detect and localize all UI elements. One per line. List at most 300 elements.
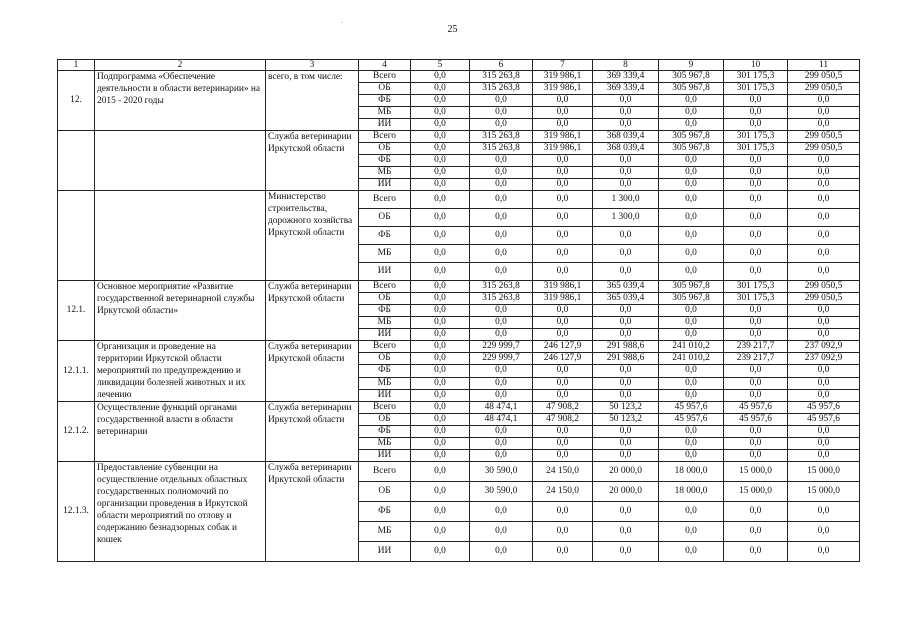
amount-cell: 0,0 bbox=[533, 209, 593, 227]
amount-cell: 0,0 bbox=[411, 209, 470, 227]
column-number: 3 bbox=[266, 60, 359, 71]
amount-cell: 0,0 bbox=[411, 305, 470, 317]
funding-source: ОБ bbox=[359, 143, 411, 155]
amount-cell: 1 300,0 bbox=[593, 191, 659, 209]
item-code bbox=[58, 131, 95, 191]
item-executor: Служба ветеринарии Иркутской области bbox=[266, 402, 359, 462]
amount-cell: 0,0 bbox=[411, 71, 470, 83]
amount-cell: 305 967,8 bbox=[659, 281, 724, 293]
amount-cell: 0,0 bbox=[788, 329, 860, 341]
amount-cell: 0,0 bbox=[411, 95, 470, 107]
amount-cell: 18 000,0 bbox=[659, 482, 724, 502]
amount-cell: 0,0 bbox=[659, 263, 724, 281]
item-name: Осуществление функций органами государственной власти в области ветеринарии bbox=[95, 402, 266, 462]
amount-cell: 0,0 bbox=[788, 167, 860, 179]
amount-cell: 45 957,6 bbox=[724, 414, 788, 426]
amount-cell: 0,0 bbox=[659, 179, 724, 191]
amount-cell: 0,0 bbox=[411, 329, 470, 341]
table-row bbox=[58, 71, 860, 83]
amount-cell: 0,0 bbox=[533, 191, 593, 209]
amount-cell: 0,0 bbox=[470, 329, 533, 341]
amount-cell: 0,0 bbox=[533, 542, 593, 562]
amount-cell: 0,0 bbox=[659, 107, 724, 119]
amount-cell: 0,0 bbox=[788, 179, 860, 191]
amount-cell: 0,0 bbox=[788, 107, 860, 119]
amount-cell: 20 000,0 bbox=[593, 462, 659, 482]
amount-cell: 0,0 bbox=[411, 143, 470, 155]
amount-cell: 0,0 bbox=[659, 95, 724, 107]
amount-cell: 239 217,7 bbox=[724, 353, 788, 365]
amount-cell: 0,0 bbox=[659, 365, 724, 377]
amount-cell: 0,0 bbox=[470, 305, 533, 317]
amount-cell: 0,0 bbox=[470, 167, 533, 179]
funding-source: ОБ bbox=[359, 293, 411, 305]
amount-cell: 0,0 bbox=[533, 522, 593, 542]
amount-cell: 0,0 bbox=[593, 179, 659, 191]
funding-source: МБ bbox=[359, 107, 411, 119]
amount-cell: 246 127,9 bbox=[533, 353, 593, 365]
item-executor: Служба ветеринарии Иркутской области bbox=[266, 462, 359, 562]
amount-cell: 0,0 bbox=[533, 389, 593, 401]
item-code: 12.1. bbox=[58, 281, 95, 341]
amount-cell: 0,0 bbox=[533, 263, 593, 281]
amount-cell: 0,0 bbox=[533, 167, 593, 179]
amount-cell: 0,0 bbox=[533, 227, 593, 245]
item-code bbox=[58, 191, 95, 281]
table-row bbox=[58, 341, 860, 353]
amount-cell: 0,0 bbox=[411, 365, 470, 377]
amount-cell: 0,0 bbox=[411, 353, 470, 365]
amount-cell: 0,0 bbox=[593, 227, 659, 245]
amount-cell: 0,0 bbox=[788, 263, 860, 281]
funding-source: ИИ bbox=[359, 542, 411, 562]
amount-cell: 0,0 bbox=[724, 389, 788, 401]
amount-cell: 0,0 bbox=[593, 365, 659, 377]
amount-cell: 45 957,6 bbox=[788, 414, 860, 426]
amount-cell: 0,0 bbox=[411, 263, 470, 281]
table-row bbox=[58, 281, 860, 293]
funding-source: Всего bbox=[359, 462, 411, 482]
amount-cell: 0,0 bbox=[724, 263, 788, 281]
amount-cell: 0,0 bbox=[470, 502, 533, 522]
amount-cell: 0,0 bbox=[788, 438, 860, 450]
amount-cell: 0,0 bbox=[788, 227, 860, 245]
amount-cell: 0,0 bbox=[533, 377, 593, 389]
amount-cell: 0,0 bbox=[411, 426, 470, 438]
amount-cell: 301 175,3 bbox=[724, 131, 788, 143]
item-code: 12.1.1. bbox=[58, 341, 95, 402]
funding-source: ФБ bbox=[359, 502, 411, 522]
amount-cell: 0,0 bbox=[411, 191, 470, 209]
column-number: 8 bbox=[593, 60, 659, 71]
amount-cell: 305 967,8 bbox=[659, 131, 724, 143]
amount-cell: 15 000,0 bbox=[788, 482, 860, 502]
amount-cell: 0,0 bbox=[788, 502, 860, 522]
amount-cell: 0,0 bbox=[470, 155, 533, 167]
amount-cell: 365 039,4 bbox=[593, 281, 659, 293]
amount-cell: 0,0 bbox=[724, 438, 788, 450]
amount-cell: 319 986,1 bbox=[533, 281, 593, 293]
amount-cell: 0,0 bbox=[411, 402, 470, 414]
amount-cell: 299 050,5 bbox=[788, 143, 860, 155]
amount-cell: 365 039,4 bbox=[593, 293, 659, 305]
amount-cell: 50 123,2 bbox=[593, 414, 659, 426]
amount-cell: 319 986,1 bbox=[533, 83, 593, 95]
amount-cell: 246 127,9 bbox=[533, 341, 593, 353]
amount-cell: 315 263,8 bbox=[470, 131, 533, 143]
funding-source: Всего bbox=[359, 131, 411, 143]
amount-cell: 305 967,8 bbox=[659, 71, 724, 83]
amount-cell: 0,0 bbox=[411, 542, 470, 562]
amount-cell: 0,0 bbox=[788, 119, 860, 131]
item-name: Основное мероприятие «Развитие государственной ветеринарной службы Иркутской области» bbox=[95, 281, 266, 341]
amount-cell: 0,0 bbox=[659, 155, 724, 167]
amount-cell: 0,0 bbox=[533, 426, 593, 438]
amount-cell: 305 967,8 bbox=[659, 83, 724, 95]
amount-cell: 315 263,8 bbox=[470, 83, 533, 95]
amount-cell: 0,0 bbox=[788, 191, 860, 209]
column-number: 2 bbox=[95, 60, 266, 71]
amount-cell: 0,0 bbox=[411, 450, 470, 462]
item-name bbox=[95, 131, 266, 191]
amount-cell: 45 957,6 bbox=[659, 414, 724, 426]
amount-cell: 0,0 bbox=[533, 155, 593, 167]
amount-cell: 0,0 bbox=[724, 365, 788, 377]
amount-cell: 0,0 bbox=[788, 542, 860, 562]
table-row bbox=[58, 191, 860, 209]
amount-cell: 0,0 bbox=[533, 305, 593, 317]
funding-source: ОБ bbox=[359, 209, 411, 227]
amount-cell: 48 474,1 bbox=[470, 402, 533, 414]
amount-cell: 0,0 bbox=[788, 95, 860, 107]
amount-cell: 0,0 bbox=[593, 95, 659, 107]
amount-cell: 0,0 bbox=[659, 317, 724, 329]
amount-cell: 0,0 bbox=[593, 107, 659, 119]
amount-cell: 299 050,5 bbox=[788, 131, 860, 143]
amount-cell: 0,0 bbox=[470, 209, 533, 227]
funding-source: Всего bbox=[359, 341, 411, 353]
funding-source: ИИ bbox=[359, 389, 411, 401]
funding-source: ФБ bbox=[359, 155, 411, 167]
item-name: Подпрограмма «Обеспечение деятельности в области ветеринарии» на 2015 - 2020 годы bbox=[95, 71, 266, 131]
amount-cell: 241 010,2 bbox=[659, 353, 724, 365]
amount-cell: 0,0 bbox=[659, 389, 724, 401]
amount-cell: 0,0 bbox=[659, 377, 724, 389]
amount-cell: 0,0 bbox=[659, 426, 724, 438]
amount-cell: 0,0 bbox=[659, 245, 724, 263]
amount-cell: 0,0 bbox=[411, 119, 470, 131]
amount-cell: 0,0 bbox=[411, 341, 470, 353]
amount-cell: 291 988,6 bbox=[593, 353, 659, 365]
amount-cell: 319 986,1 bbox=[533, 293, 593, 305]
amount-cell: 0,0 bbox=[470, 191, 533, 209]
amount-cell: 0,0 bbox=[533, 317, 593, 329]
amount-cell: 0,0 bbox=[470, 107, 533, 119]
amount-cell: 0,0 bbox=[724, 107, 788, 119]
amount-cell: 0,0 bbox=[533, 438, 593, 450]
table-row bbox=[58, 402, 860, 414]
amount-cell: 0,0 bbox=[724, 227, 788, 245]
amount-cell: 0,0 bbox=[593, 119, 659, 131]
amount-cell: 0,0 bbox=[470, 389, 533, 401]
amount-cell: 0,0 bbox=[411, 414, 470, 426]
funding-source: ИИ bbox=[359, 263, 411, 281]
funding-source: ИИ bbox=[359, 119, 411, 131]
amount-cell: 0,0 bbox=[659, 209, 724, 227]
amount-cell: 0,0 bbox=[593, 389, 659, 401]
amount-cell: 0,0 bbox=[470, 119, 533, 131]
amount-cell: 315 263,8 bbox=[470, 293, 533, 305]
amount-cell: 0,0 bbox=[788, 426, 860, 438]
amount-cell: 0,0 bbox=[724, 167, 788, 179]
amount-cell: 315 263,8 bbox=[470, 281, 533, 293]
amount-cell: 0,0 bbox=[593, 450, 659, 462]
funding-source: МБ bbox=[359, 167, 411, 179]
item-code: 12.1.3. bbox=[58, 462, 95, 562]
amount-cell: 0,0 bbox=[724, 450, 788, 462]
amount-cell: 319 986,1 bbox=[533, 143, 593, 155]
amount-cell: 0,0 bbox=[593, 438, 659, 450]
amount-cell: 0,0 bbox=[659, 227, 724, 245]
amount-cell: 0,0 bbox=[470, 245, 533, 263]
amount-cell: 291 988,6 bbox=[593, 341, 659, 353]
amount-cell: 0,0 bbox=[724, 191, 788, 209]
funding-source: МБ bbox=[359, 522, 411, 542]
amount-cell: 0,0 bbox=[411, 293, 470, 305]
amount-cell: 0,0 bbox=[724, 542, 788, 562]
amount-cell: 0,0 bbox=[470, 263, 533, 281]
amount-cell: 229 999,7 bbox=[470, 353, 533, 365]
amount-cell: 369 339,4 bbox=[593, 71, 659, 83]
amount-cell: 319 986,1 bbox=[533, 131, 593, 143]
amount-cell: 237 092,9 bbox=[788, 341, 860, 353]
amount-cell: 0,0 bbox=[659, 119, 724, 131]
amount-cell: 0,0 bbox=[788, 245, 860, 263]
funding-source: ИИ bbox=[359, 450, 411, 462]
column-number: 10 bbox=[724, 60, 788, 71]
column-number: 5 bbox=[411, 60, 470, 71]
funding-source: ФБ bbox=[359, 227, 411, 245]
amount-cell: 0,0 bbox=[724, 245, 788, 263]
amount-cell: 299 050,5 bbox=[788, 293, 860, 305]
amount-cell: 0,0 bbox=[659, 502, 724, 522]
item-name: Предоставление субвенции на осуществление отдельных областных государственных полномочий по организации проведения в Иркутской области мероприятий по отлову и содержанию безнадзорных собак и кошек bbox=[95, 462, 266, 562]
funding-source: ИИ bbox=[359, 329, 411, 341]
amount-cell: 0,0 bbox=[724, 155, 788, 167]
amount-cell: 0,0 bbox=[411, 227, 470, 245]
amount-cell: 0,0 bbox=[724, 329, 788, 341]
amount-cell: 0,0 bbox=[411, 317, 470, 329]
item-name: Организация и проведение на территории Иркутской области мероприятий по предупреждению и ликвидации болезней животных и их лечению bbox=[95, 341, 266, 402]
scan-mark: - bbox=[341, 20, 343, 26]
amount-cell: 0,0 bbox=[411, 522, 470, 542]
item-executor: Министерство строительства, дорожного хозяйства Иркутской области bbox=[266, 191, 359, 281]
budget-table bbox=[57, 59, 860, 562]
page-number: 25 bbox=[447, 24, 458, 35]
funding-source: ОБ bbox=[359, 414, 411, 426]
table-body bbox=[58, 71, 860, 562]
amount-cell: 0,0 bbox=[533, 502, 593, 522]
amount-cell: 301 175,3 bbox=[724, 143, 788, 155]
amount-cell: 0,0 bbox=[470, 227, 533, 245]
amount-cell: 0,0 bbox=[533, 95, 593, 107]
amount-cell: 15 000,0 bbox=[788, 462, 860, 482]
amount-cell: 0,0 bbox=[470, 542, 533, 562]
funding-source: МБ bbox=[359, 377, 411, 389]
amount-cell: 15 000,0 bbox=[724, 482, 788, 502]
amount-cell: 0,0 bbox=[470, 426, 533, 438]
amount-cell: 45 957,6 bbox=[724, 402, 788, 414]
funding-source: ФБ bbox=[359, 365, 411, 377]
amount-cell: 0,0 bbox=[788, 522, 860, 542]
amount-cell: 15 000,0 bbox=[724, 462, 788, 482]
amount-cell: 0,0 bbox=[411, 179, 470, 191]
amount-cell: 369 339,4 bbox=[593, 83, 659, 95]
amount-cell: 301 175,3 bbox=[724, 83, 788, 95]
amount-cell: 47 908,2 bbox=[533, 402, 593, 414]
amount-cell: 0,0 bbox=[724, 95, 788, 107]
funding-source: ИИ bbox=[359, 179, 411, 191]
amount-cell: 0,0 bbox=[659, 450, 724, 462]
amount-cell: 299 050,5 bbox=[788, 83, 860, 95]
amount-cell: 0,0 bbox=[788, 155, 860, 167]
amount-cell: 1 300,0 bbox=[593, 209, 659, 227]
amount-cell: 0,0 bbox=[593, 167, 659, 179]
table-row bbox=[58, 462, 860, 482]
amount-cell: 45 957,6 bbox=[659, 402, 724, 414]
item-code: 12. bbox=[58, 71, 95, 131]
amount-cell: 45 957,6 bbox=[788, 402, 860, 414]
amount-cell: 0,0 bbox=[411, 155, 470, 167]
column-number: 6 bbox=[470, 60, 533, 71]
amount-cell: 0,0 bbox=[659, 167, 724, 179]
amount-cell: 24 150,0 bbox=[533, 462, 593, 482]
amount-cell: 0,0 bbox=[470, 438, 533, 450]
amount-cell: 0,0 bbox=[659, 438, 724, 450]
item-executor: Служба ветеринарии Иркутской области bbox=[266, 341, 359, 402]
amount-cell: 0,0 bbox=[411, 462, 470, 482]
amount-cell: 0,0 bbox=[788, 389, 860, 401]
amount-cell: 0,0 bbox=[788, 377, 860, 389]
amount-cell: 50 123,2 bbox=[593, 402, 659, 414]
item-executor: Служба ветеринарии Иркутской области bbox=[266, 131, 359, 191]
table-row bbox=[58, 131, 860, 143]
funding-source: ФБ bbox=[359, 95, 411, 107]
funding-source: МБ bbox=[359, 438, 411, 450]
column-number: 11 bbox=[788, 60, 860, 71]
amount-cell: 305 967,8 bbox=[659, 143, 724, 155]
amount-cell: 241 010,2 bbox=[659, 341, 724, 353]
amount-cell: 0,0 bbox=[411, 482, 470, 502]
amount-cell: 0,0 bbox=[724, 317, 788, 329]
amount-cell: 299 050,5 bbox=[788, 281, 860, 293]
amount-cell: 0,0 bbox=[659, 305, 724, 317]
amount-cell: 30 590,0 bbox=[470, 482, 533, 502]
column-number: 9 bbox=[659, 60, 724, 71]
funding-source: МБ bbox=[359, 317, 411, 329]
amount-cell: 0,0 bbox=[593, 245, 659, 263]
amount-cell: 0,0 bbox=[470, 522, 533, 542]
amount-cell: 0,0 bbox=[788, 305, 860, 317]
item-code: 12.1.2. bbox=[58, 402, 95, 462]
amount-cell: 0,0 bbox=[470, 365, 533, 377]
amount-cell: 368 039,4 bbox=[593, 143, 659, 155]
amount-cell: 0,0 bbox=[593, 305, 659, 317]
amount-cell: 0,0 bbox=[593, 377, 659, 389]
amount-cell: 0,0 bbox=[533, 119, 593, 131]
amount-cell: 0,0 bbox=[533, 365, 593, 377]
amount-cell: 0,0 bbox=[659, 329, 724, 341]
amount-cell: 18 000,0 bbox=[659, 462, 724, 482]
amount-cell: 0,0 bbox=[659, 522, 724, 542]
amount-cell: 0,0 bbox=[470, 95, 533, 107]
amount-cell: 0,0 bbox=[533, 245, 593, 263]
amount-cell: 0,0 bbox=[533, 107, 593, 119]
amount-cell: 0,0 bbox=[659, 191, 724, 209]
amount-cell: 0,0 bbox=[470, 179, 533, 191]
amount-cell: 0,0 bbox=[593, 317, 659, 329]
amount-cell: 0,0 bbox=[724, 502, 788, 522]
amount-cell: 20 000,0 bbox=[593, 482, 659, 502]
amount-cell: 301 175,3 bbox=[724, 71, 788, 83]
amount-cell: 0,0 bbox=[411, 107, 470, 119]
amount-cell: 0,0 bbox=[470, 377, 533, 389]
amount-cell: 0,0 bbox=[593, 542, 659, 562]
amount-cell: 0,0 bbox=[411, 377, 470, 389]
amount-cell: 0,0 bbox=[724, 209, 788, 227]
amount-cell: 0,0 bbox=[411, 245, 470, 263]
amount-cell: 229 999,7 bbox=[470, 341, 533, 353]
amount-cell: 0,0 bbox=[593, 263, 659, 281]
amount-cell: 0,0 bbox=[593, 426, 659, 438]
funding-source: ОБ bbox=[359, 482, 411, 502]
column-number: 1 bbox=[58, 60, 95, 71]
amount-cell: 0,0 bbox=[724, 179, 788, 191]
amount-cell: 0,0 bbox=[533, 450, 593, 462]
funding-source: Всего bbox=[359, 402, 411, 414]
amount-cell: 0,0 bbox=[593, 155, 659, 167]
amount-cell: 0,0 bbox=[470, 317, 533, 329]
amount-cell: 0,0 bbox=[788, 209, 860, 227]
column-number: 4 bbox=[359, 60, 411, 71]
amount-cell: 0,0 bbox=[593, 329, 659, 341]
amount-cell: 0,0 bbox=[411, 83, 470, 95]
amount-cell: 239 217,7 bbox=[724, 341, 788, 353]
amount-cell: 0,0 bbox=[533, 179, 593, 191]
amount-cell: 368 039,4 bbox=[593, 131, 659, 143]
amount-cell: 0,0 bbox=[788, 317, 860, 329]
funding-source: Всего bbox=[359, 191, 411, 209]
amount-cell: 315 263,8 bbox=[470, 71, 533, 83]
amount-cell: 0,0 bbox=[724, 522, 788, 542]
funding-source: ОБ bbox=[359, 353, 411, 365]
column-number-row bbox=[58, 60, 860, 71]
amount-cell: 305 967,8 bbox=[659, 293, 724, 305]
amount-cell: 237 092,9 bbox=[788, 353, 860, 365]
item-executor: всего, в том числе: bbox=[266, 71, 359, 131]
amount-cell: 24 150,0 bbox=[533, 482, 593, 502]
amount-cell: 0,0 bbox=[724, 119, 788, 131]
amount-cell: 319 986,1 bbox=[533, 71, 593, 83]
amount-cell: 48 474,1 bbox=[470, 414, 533, 426]
amount-cell: 0,0 bbox=[533, 329, 593, 341]
item-name bbox=[95, 191, 266, 281]
funding-source: ФБ bbox=[359, 426, 411, 438]
item-executor: Служба ветеринарии Иркутской области bbox=[266, 281, 359, 341]
amount-cell: 0,0 bbox=[411, 438, 470, 450]
amount-cell: 47 908,2 bbox=[533, 414, 593, 426]
amount-cell: 0,0 bbox=[659, 542, 724, 562]
